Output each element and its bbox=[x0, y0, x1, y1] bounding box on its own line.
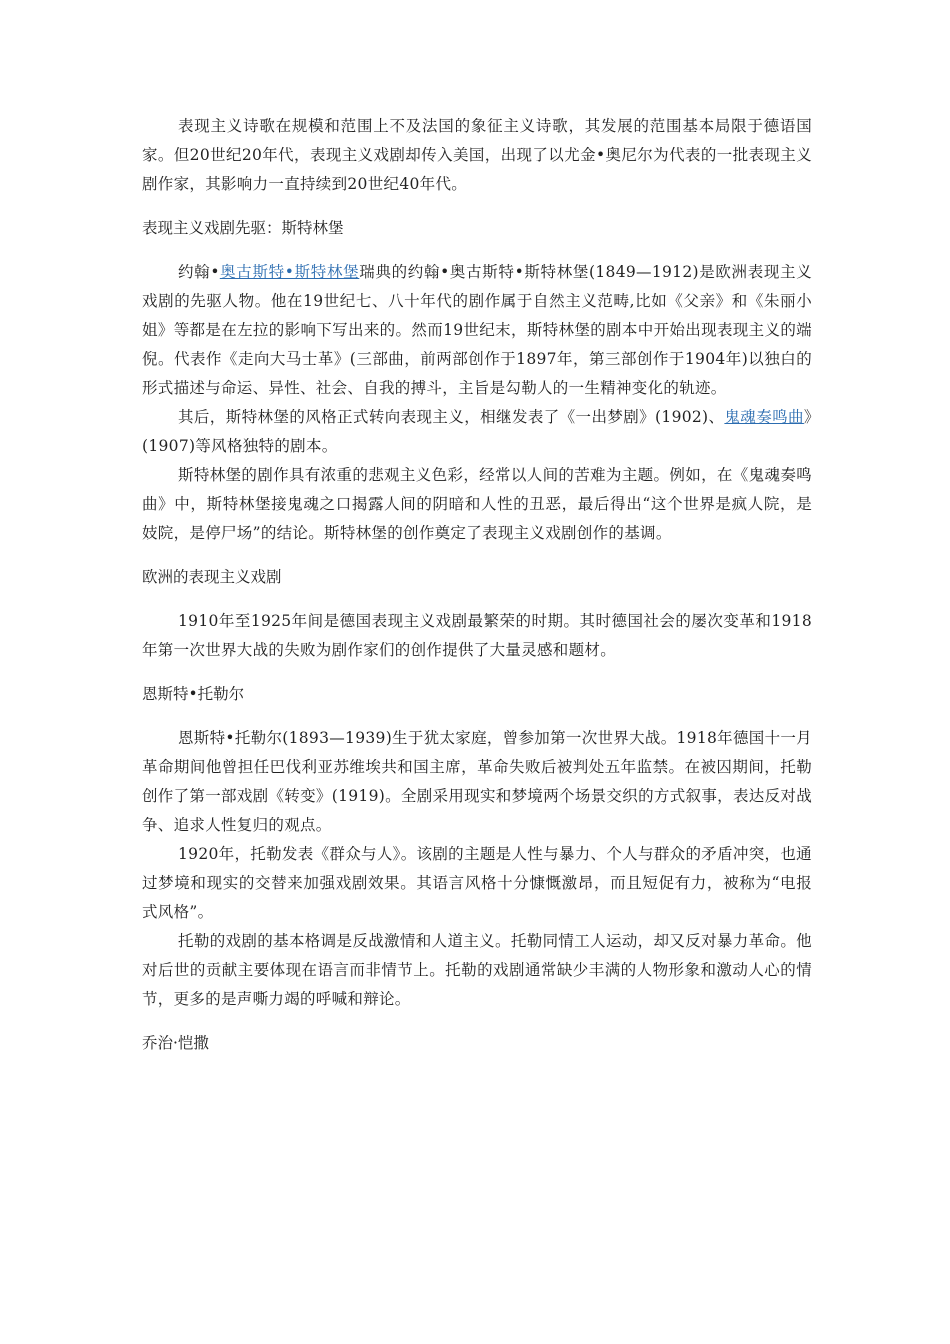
heading-toller: 恩斯特•托勒尔 bbox=[142, 685, 245, 703]
document-page bbox=[142, 112, 812, 1058]
paragraph-strindberg-bio-prefix: 约翰• bbox=[178, 263, 220, 281]
paragraph-strindberg-later-prefix: 其后，斯特林堡的风格正式转向表现主义，相继发表了《一出梦剧》(1902)、 bbox=[178, 408, 725, 426]
paragraph-toller-bio: 恩斯特•托勒尔(1893—1939)生于犹太家庭，曾参加第一次世界大战。1918年德国十一月革命期间他曾担任巴伐利亚苏维埃共和国主席，革命失败后被判处五年监禁。在被囚期间，托勒创作了第一部戏剧《转变》(1919)。全剧采用现实和梦境两个场景交织的方式叙事，表达反对战争、追求人性复归的观点。 bbox=[142, 729, 812, 834]
paragraph-strindberg-bio-text: 瑞典的约翰•奥古斯特•斯特林堡(1849—1912)是欧洲表现主义戏剧的先驱人物。他在19世纪七、八十年代的剧作属于自然主义范畴,比如《父亲》和《朱丽小姐》等都是在左拉的影响下写出来的。然而19世纪末，斯特林堡的剧本中开始出现表现主义的端倪。代表作《走向大马士革》(三部曲，前两部创作于1897年，第三部创作于1904年)以独白的形式描述与命运、异性、社会、自我的搏斗，主旨是勾勒人的一生精神变化的轨迹。 bbox=[142, 263, 812, 397]
paragraph-european-drama: 1910年至1925年间是德国表现主义戏剧最繁荣的时期。其时德国社会的屡次变革和1918年第一次世界大战的失败为剧作家们的创作提供了大量灵感和题材。 bbox=[142, 612, 812, 659]
paragraph-toller-style: 托勒的戏剧的基本格调是反战激情和人道主义。托勒同情工人运动，却又反对暴力革命。他对后世的贡献主要体现在语言而非情节上。托勒的戏剧通常缺少丰满的人物形象和激动人心的情节，更多的是声嘶力竭的呼喊和辩论。 bbox=[142, 932, 812, 1008]
link-ghost-sonata[interactable]: 鬼魂奏鸣曲 bbox=[724, 408, 804, 426]
paragraph-strindberg-later-suffix: 》(1907)等风格独特的剧本。 bbox=[142, 408, 812, 455]
heading-strindberg: 表现主义戏剧先驱：斯特林堡 bbox=[142, 219, 344, 237]
link-strindberg[interactable]: 奥古斯特•斯特林堡 bbox=[219, 263, 360, 281]
paragraph-strindberg-later bbox=[142, 403, 812, 461]
paragraph-strindberg-style: 斯特林堡的剧作具有浓重的悲观主义色彩，经常以人间的苦难为主题。例如，在《鬼魂奏鸣曲》中，斯特林堡接鬼魂之口揭露人间的阴暗和人性的丑恶，最后得出“这个世界是疯人院，是妓院，是停尸场”的结论。斯特林堡的创作奠定了表现主义戏剧创作的基调。 bbox=[142, 466, 812, 542]
paragraph-toller-masses: 1920年，托勒发表《群众与人》。该剧的主题是人性与暴力、个人与群众的矛盾冲突，也通过梦境和现实的交替来加强戏剧效果。其语言风格十分慷慨激昂，而且短促有力，被称为“电报式风格”。 bbox=[142, 845, 812, 921]
heading-european-drama: 欧洲的表现主义戏剧 bbox=[142, 568, 282, 586]
heading-kaiser: 乔治·恺撒 bbox=[142, 1034, 209, 1052]
paragraph-strindberg-bio bbox=[142, 258, 812, 403]
paragraph-intro: 表现主义诗歌在规模和范围上不及法国的象征主义诗歌，其发展的范围基本局限于德语国家。但20世纪20年代，表现主义戏剧却传入美国，出现了以尤金•奥尼尔为代表的一批表现主义剧作家，其影响力一直持续到20世纪40年代。 bbox=[142, 117, 812, 193]
